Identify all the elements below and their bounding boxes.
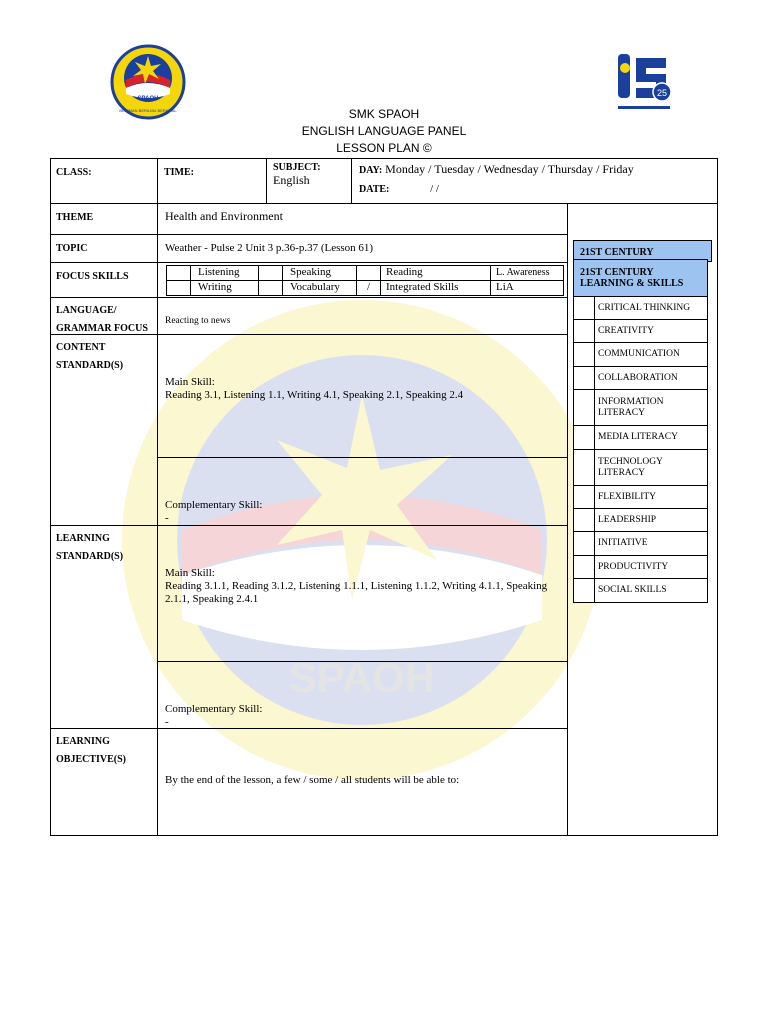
- integrated-checkbox[interactable]: /: [356, 280, 381, 296]
- writing-checkbox[interactable]: [166, 280, 191, 296]
- grammar-value-cell: [157, 297, 568, 335]
- learning-comp-cell: [157, 661, 568, 729]
- content-main-value: Reading 3.1, Listening 1.1, Writing 4.1, Speaking 2.1, Speaking 2.4: [165, 389, 464, 401]
- content-comp-label: Complementary Skill:: [165, 499, 263, 511]
- grammar-label: LANGUAGE/ GRAMMAR FOCUS: [56, 305, 148, 334]
- topic-label: TOPIC: [56, 243, 88, 254]
- class-label: CLASS:: [56, 167, 92, 178]
- learning-main-value: Reading 3.1.1, Reading 3.1.2, Listening 1.1.1, Listening 1.1.2, Writing 4.1.1, Speaking 2.1.1, Speaking 2.4.1: [165, 580, 548, 605]
- is25-logo: [612, 48, 676, 114]
- day-date-cell: [351, 158, 718, 204]
- skill-information-literacy[interactable]: INFORMATION LITERACY: [573, 389, 708, 426]
- learning-label: LEARNING STANDARD(S): [56, 533, 124, 562]
- focus-label: FOCUS SKILLS: [56, 271, 129, 282]
- focus-writing: Writing: [190, 280, 259, 296]
- content-main-cell: [157, 334, 568, 458]
- topic-value: Weather - Pulse 2 Unit 3 p.36-p.37 (Lesson 61): [165, 242, 374, 254]
- time-label: TIME:: [164, 167, 194, 178]
- skill-flexibility[interactable]: FLEXIBILITY: [573, 485, 708, 509]
- focus-skills-cell: [157, 262, 568, 298]
- skill-productivity[interactable]: PRODUCTIVITY: [573, 555, 708, 579]
- objective-label-cell: [50, 728, 158, 836]
- day-label: DAY:: [359, 165, 383, 176]
- skill-collaboration[interactable]: COLLABORATION: [573, 366, 708, 390]
- theme-label-cell: [50, 203, 158, 235]
- skill-media-literacy[interactable]: MEDIA LITERACY: [573, 425, 708, 450]
- subject-label: SUBJECT:: [273, 162, 321, 173]
- skill-leadership[interactable]: LEADERSHIP: [573, 508, 708, 532]
- svg-text:25: 25: [656, 88, 668, 98]
- topic-label-cell: [50, 234, 158, 263]
- subject-value: English: [273, 173, 310, 187]
- vocabulary-checkbox[interactable]: [258, 280, 283, 296]
- learning-label-cell: [50, 525, 158, 729]
- time-cell: [157, 158, 267, 204]
- grammar-value: Reacting to news: [165, 316, 231, 326]
- focus-speaking: Speaking: [282, 265, 357, 281]
- objective-label: LEARNING OBJECTIVE(S): [56, 736, 127, 765]
- document-title: LESSON PLAN ©: [336, 141, 432, 155]
- theme-value: Health and Environment: [165, 209, 283, 223]
- focus-reading: Reading: [380, 265, 491, 281]
- century-subheader: 21ST CENTURY LEARNING & SKILLS: [573, 259, 708, 297]
- skill-critical-thinking[interactable]: CRITICAL THINKING: [573, 296, 708, 320]
- objective-value-cell: [157, 728, 568, 836]
- learning-main-label: Main Skill:: [165, 567, 215, 579]
- focus-l-awareness: L. Awareness: [490, 265, 564, 281]
- topic-value-cell: [157, 234, 568, 263]
- theme-label: THEME: [56, 212, 94, 223]
- content-label-cell: [50, 334, 158, 526]
- svg-text:BERIMAN BERILMU BERAMAL: BERIMAN BERILMU BERAMAL: [119, 108, 177, 113]
- objective-value: By the end of the lesson, a few / some / all students will be able to:: [165, 774, 460, 786]
- theme-value-cell: [157, 203, 568, 235]
- school-name: SMK SPAOH: [348, 107, 420, 121]
- speaking-checkbox[interactable]: [258, 265, 283, 281]
- learning-main-cell: [157, 525, 568, 662]
- skill-creativity[interactable]: CREATIVITY: [573, 319, 708, 343]
- subject-cell: [266, 158, 352, 204]
- learning-comp-value: -: [165, 716, 169, 728]
- skill-initiative[interactable]: INITIATIVE: [573, 531, 708, 556]
- century-header: 21ST CENTURY: [573, 240, 712, 262]
- day-value: Monday / Tuesday / Wednesday / Thursday / Friday: [385, 162, 634, 176]
- skill-social-skills[interactable]: SOCIAL SKILLS: [573, 578, 708, 603]
- grammar-label-cell: [50, 297, 158, 335]
- focus-listening: Listening: [190, 265, 259, 281]
- svg-text:SPAOH: SPAOH: [137, 96, 159, 102]
- date-value: / /: [430, 183, 439, 195]
- content-comp-cell: [157, 457, 568, 526]
- content-comp-value: -: [165, 512, 169, 524]
- focus-integrated-skills: Integrated Skills: [380, 280, 491, 296]
- focus-label-cell: [50, 262, 158, 298]
- content-label: CONTENT STANDARD(S): [56, 342, 124, 371]
- class-cell: [50, 158, 158, 204]
- skill-communication[interactable]: COMMUNICATION: [573, 342, 708, 367]
- reading-checkbox[interactable]: [356, 265, 381, 281]
- listening-checkbox[interactable]: [166, 265, 191, 281]
- panel-name: ENGLISH LANGUAGE PANEL: [301, 124, 467, 138]
- focus-vocabulary: Vocabulary: [282, 280, 357, 296]
- date-label: DATE:: [359, 184, 390, 195]
- skill-technology-literacy[interactable]: TECHNOLOGY LITERACY: [573, 449, 708, 486]
- content-main-label: Main Skill:: [165, 376, 215, 388]
- focus-lia: LiA: [490, 280, 564, 296]
- svg-text:SPAOH: SPAOH: [288, 654, 436, 701]
- learning-comp-label: Complementary Skill:: [165, 703, 263, 715]
